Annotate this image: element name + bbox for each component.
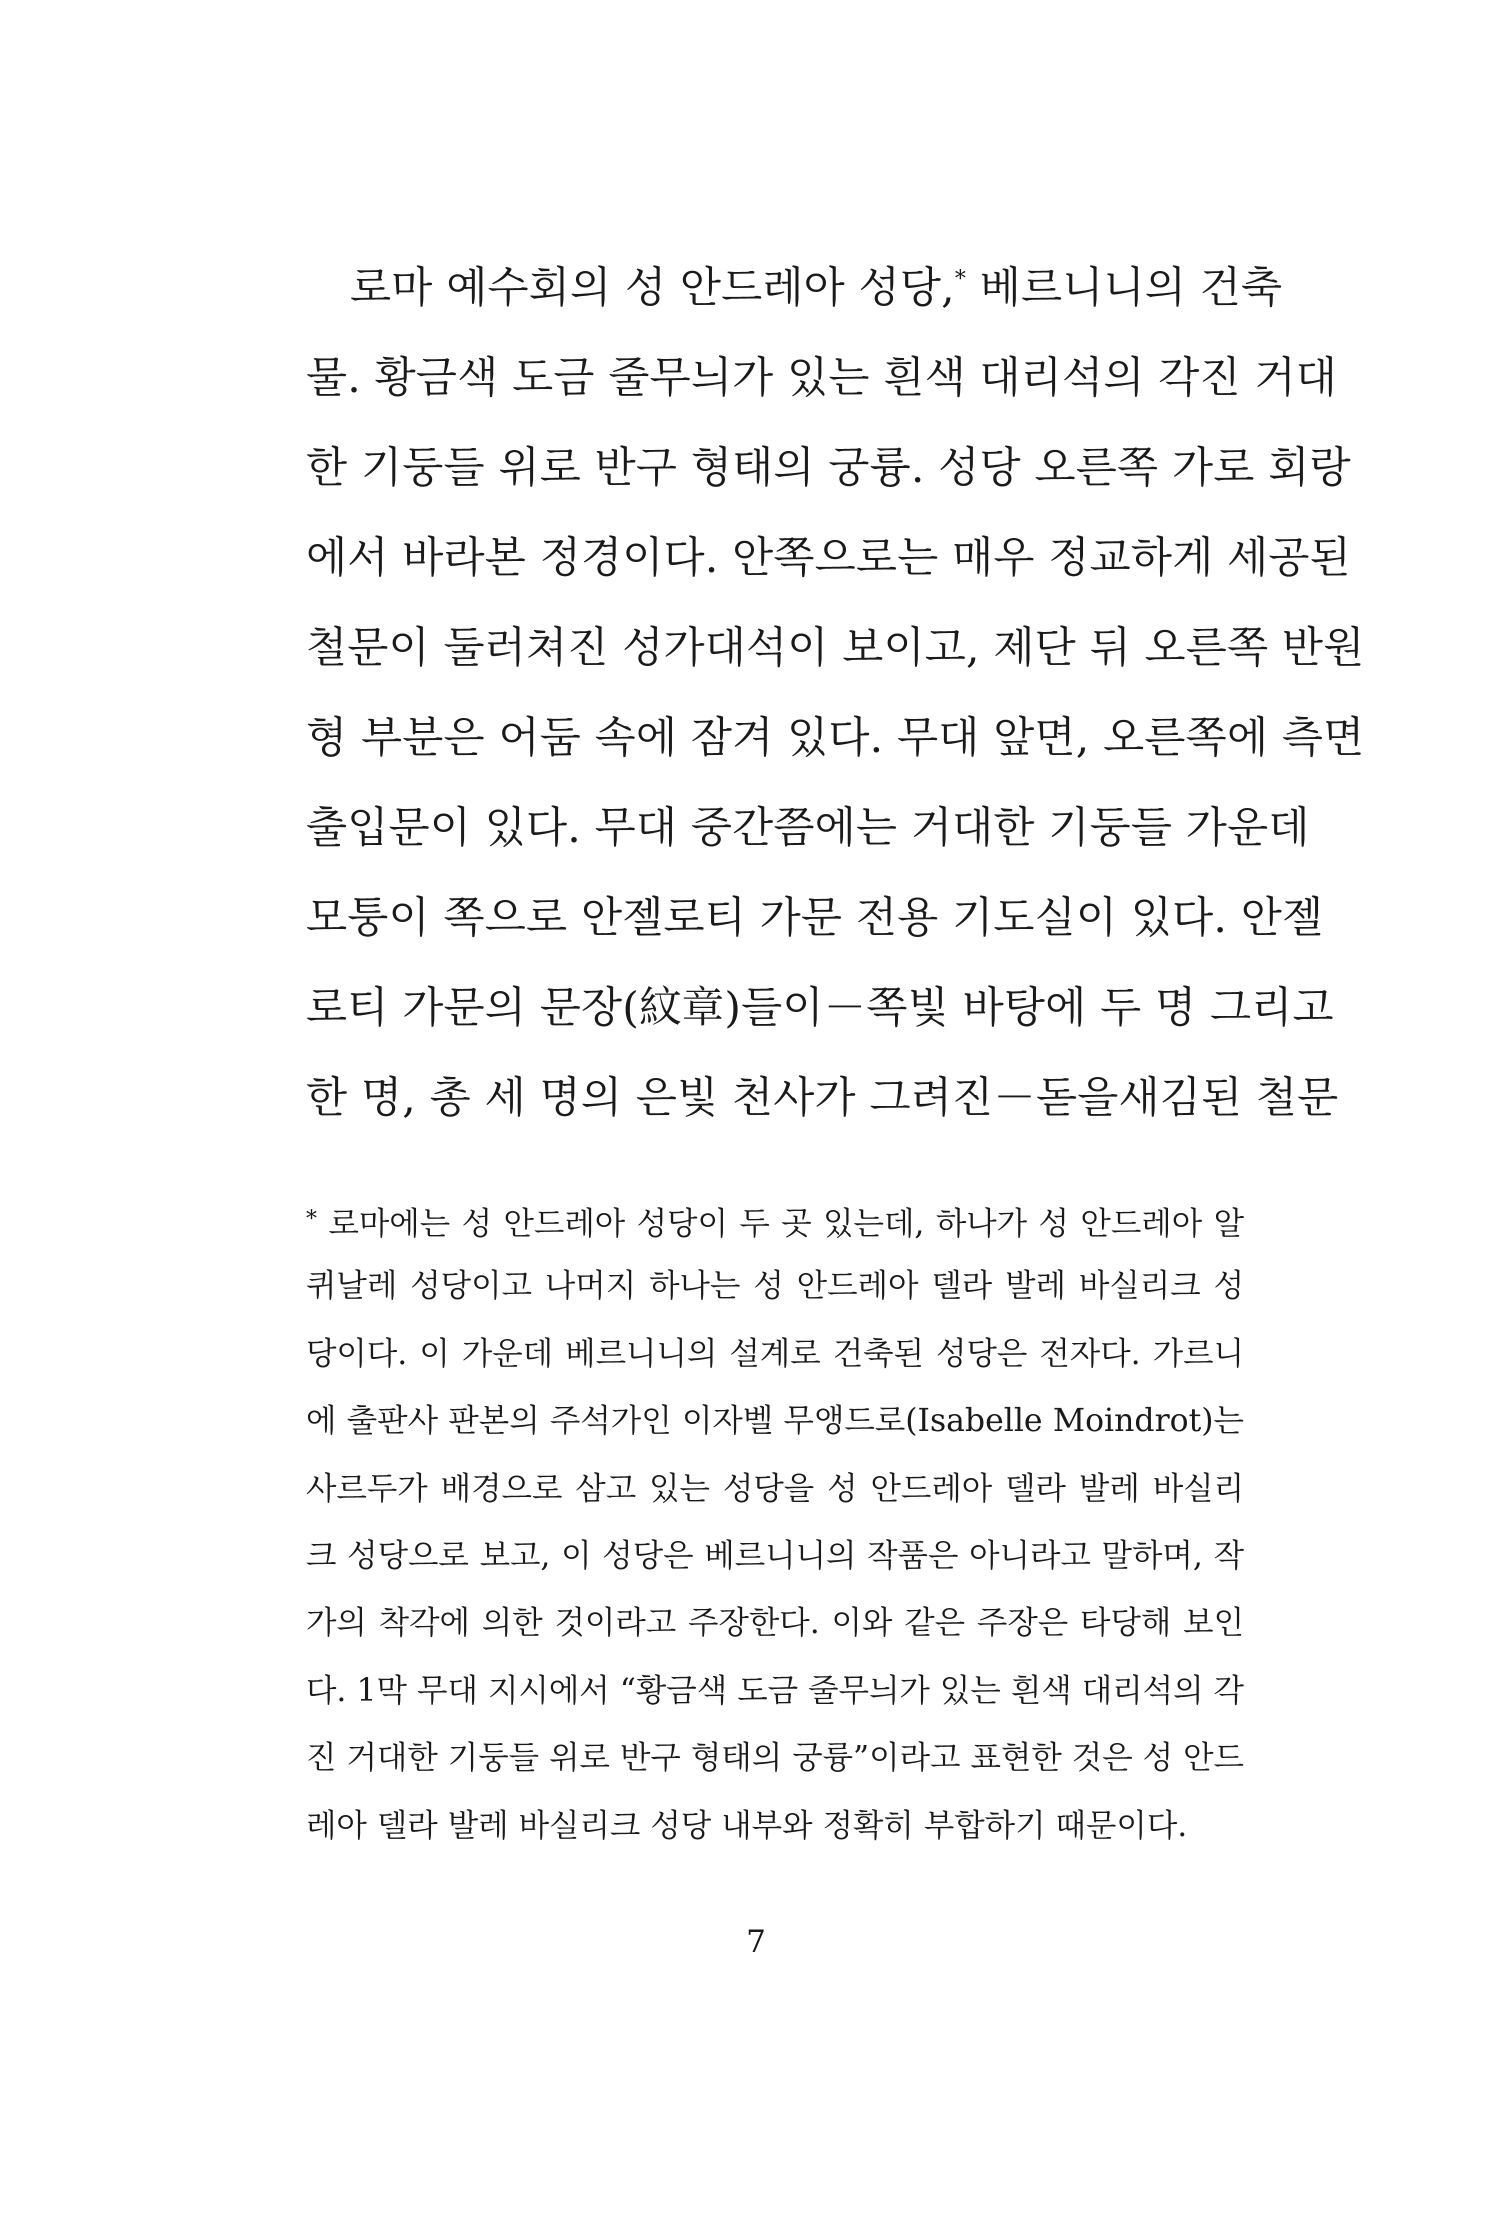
page-number: 7 [746,1924,766,1960]
body-line: 철문이 둘러쳐진 성가대석이 보이고, 제단 뒤 오른쪽 반원 [306,624,1365,673]
body-line: 물. 황금색 도금 줄무늬가 있는 흰색 대리석의 각진 거대 [306,354,1337,403]
footnote-line: 크 성당으로 보고, 이 성당은 베르니니의 작품은 아니라고 말하며, 작 [306,1537,1244,1574]
footnote-line: 당이다. 이 가운데 베르니니의 설계로 건축된 성당은 전자다. 가르니 [306,1335,1244,1372]
body-line: 에서 바라본 정경이다. 안쪽으로는 매우 정교하게 세공된 [306,534,1351,583]
body-line: 로티 가문의 문장(紋章)들이－쪽빛 바탕에 두 명 그리고 [306,984,1334,1033]
footnote-marker: * [306,1207,317,1232]
body-line: 모퉁이 쪽으로 안젤로티 가문 전용 기도실이 있다. 안젤 [306,894,1324,943]
footnote [306,1186,1244,1860]
footnote-line: 레아 델라 발레 바실리크 성당 내부와 정확히 부합하기 때문이다. [306,1807,1188,1844]
footnote-reference: * [954,267,967,292]
footnote-line: 가의 착각에 의한 것이라고 주장한다. 이와 같은 주장은 타당해 보인 [306,1605,1244,1642]
main-paragraph [306,244,1365,1144]
body-line: 한 명, 총 세 명의 은빛 천사가 그려진－돋을새김된 철문 [306,1074,1339,1123]
body-line: 한 기둥들 위로 반구 형태의 궁륭. 성당 오른쪽 가로 회랑 [306,444,1351,493]
body-line: 출입문이 있다. 무대 중간쯤에는 거대한 기둥들 가운데 [306,804,1310,853]
footnote-line: 진 거대한 기둥들 위로 반구 형태의 궁륭”이라고 표현한 것은 성 안드 [306,1740,1244,1777]
footnote-line: 사르두가 배경으로 삼고 있는 성당을 성 안드레아 델라 발레 바실리 [306,1470,1244,1507]
body-line: 형 부분은 어둠 속에 잠겨 있다. 무대 앞면, 오른쪽에 측면 [306,714,1365,763]
footnote-line: * 로마에는 성 안드레아 성당이 두 곳 있는데, 하나가 성 안드레아 알 [306,1206,1244,1242]
footnote-line: 다. 1막 무대 지시에서 “황금색 도금 줄무늬가 있는 흰색 대리석의 각 [306,1672,1244,1709]
footnote-line: 에 출판사 판본의 주석가인 이자벨 무앵드로(Isabelle Moindrot)는 [306,1403,1244,1440]
footnote-line: 퀴날레 성당이고 나머지 하나는 성 안드레아 델라 발레 바실리크 성 [306,1268,1244,1305]
body-line: 로마 예수회의 성 안드레아 성당,* 베르니니의 건축 [350,264,1283,313]
